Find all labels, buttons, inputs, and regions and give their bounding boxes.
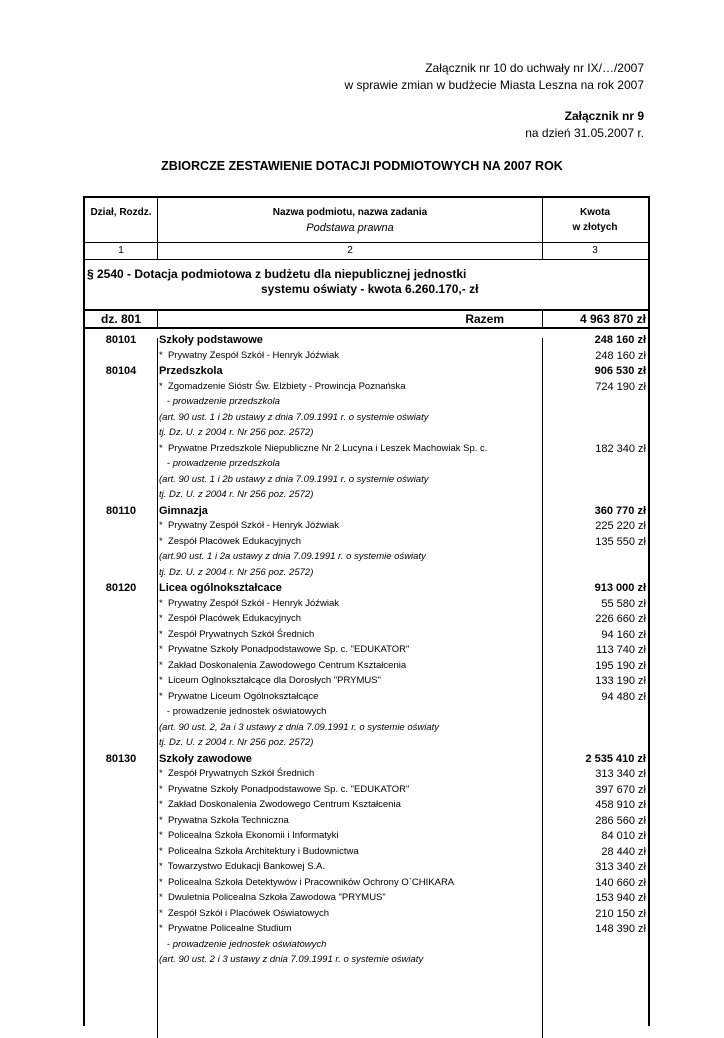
- table-row: [85, 350, 648, 366]
- entity-name: * Policealna Szkoła Architektury i Budownictwa: [159, 845, 359, 857]
- table-row: [85, 861, 648, 877]
- amount: 148 390 zł: [595, 923, 646, 935]
- amount: 113 740 zł: [596, 644, 646, 656]
- entity-name: * Policealna Szkoła Detektywów i Pracowników Ochrony O`CHIKARA: [159, 876, 455, 888]
- col2-header: Nazwa podmiotu, nazwa zadania: [272, 207, 428, 218]
- chapter-name: Szkoły podstawowe: [159, 334, 263, 346]
- chapter-code: 80101: [105, 334, 137, 346]
- table-row: [85, 567, 648, 583]
- col3-header: Kwota: [580, 207, 610, 218]
- amount: 153 940 zł: [595, 892, 646, 904]
- col1-header: Dział, Rozdz.: [90, 207, 152, 218]
- entity-name: * Prywatne Policealne Studium: [159, 923, 292, 934]
- chapter-code: 80104: [105, 365, 137, 377]
- table-row: [85, 489, 648, 505]
- entity-name: * Zespół Prywatnych Szkół Średnich: [159, 628, 315, 640]
- entity-name: * Prywatna Szkoła Techniczna: [159, 814, 289, 826]
- entity-name: * Towarzystwo Edukacji Bankowej S.A.: [159, 861, 326, 872]
- entity-name: (art. 90 ust. 1 i 2b ustawy z dnia 7.09.1991 r. o systemie oświaty: [159, 473, 429, 485]
- entity-name: * Prywatne Liceum Ogólnokształcące: [159, 690, 319, 702]
- table-row: [85, 396, 648, 412]
- entity-name: * Prywatne Przedszkole Niepubliczne Nr 2 Lucyna i Leszek Machowiak Sp. c.: [159, 442, 488, 454]
- chapter-row: [85, 753, 648, 769]
- page-title: ZBIORCZE ZESTAWIENIE DOTACJI PODMIOTOWYCH NA 2007 ROK: [161, 159, 563, 173]
- entity-name: - prowadzenie przedszkola: [159, 458, 280, 469]
- section-heading: § 2540 - Dotacja podmiotowa z budżetu dla niepublicznej jednostki: [87, 267, 467, 281]
- amount: 313 340 zł: [595, 768, 646, 780]
- amount: 286 560 zł: [595, 814, 646, 827]
- entity-name: * Zgomadzenie Sióstr Św. Elżbiety - Prowincja Poznańska: [159, 380, 406, 392]
- entity-name: * Zespół Placówek Edukacyjnych: [159, 535, 302, 547]
- chapter-row: [85, 365, 648, 381]
- table-row: [85, 660, 648, 676]
- table-row: [85, 799, 648, 815]
- entity-name: * Liceum Oglnokształcące dla Dorosłych "PRYMUS": [159, 675, 381, 686]
- amount: 28 440 zł: [601, 845, 646, 858]
- chapter-name: Gimnazja: [159, 504, 208, 517]
- amount: 210 150 zł: [595, 907, 646, 920]
- entity-name: tj. Dz. U. z 2004 r. Nr 256 poz. 2572): [159, 489, 314, 500]
- resolution-subject: w sprawie zmian w budżecie Miasta Leszna na rok 2007: [344, 78, 644, 92]
- amount: 906 530 zł: [594, 365, 646, 377]
- chapter-name: Szkoły zawodowe: [159, 752, 252, 765]
- table-row: [85, 381, 648, 397]
- entity-name: tj. Dz. U. z 2004 r. Nr 256 poz. 2572): [159, 427, 314, 438]
- table-row: [85, 613, 648, 629]
- col1-number: 1: [118, 245, 124, 256]
- amount: 84 010 zł: [601, 830, 646, 842]
- amount: 140 660 zł: [595, 876, 646, 889]
- division-label: dz. 801: [100, 312, 142, 326]
- amount: 226 660 zł: [595, 613, 646, 625]
- col3-subheader: w złotych: [572, 222, 618, 233]
- amount: 94 480 zł: [601, 690, 646, 703]
- table-row: [85, 737, 648, 753]
- col2-number: 2: [347, 245, 353, 256]
- col2-subheader: Podstawa prawna: [306, 222, 394, 234]
- entity-name: * Zakład Doskonalenia Zawodowego Centrum Kształcenia: [159, 659, 407, 671]
- amount: 458 910 zł: [595, 799, 646, 811]
- document-date: na dzień 31.05.2007 r.: [525, 126, 644, 140]
- table-row: [85, 551, 648, 567]
- table-row: [85, 598, 648, 614]
- amount: 55 580 zł: [601, 597, 646, 610]
- table-row: [85, 722, 648, 738]
- amount: 225 220 zł: [595, 520, 646, 532]
- entity-name: tj. Dz. U. z 2004 r. Nr 256 poz. 2572): [159, 566, 314, 578]
- section-heading-amount: systemu oświaty - kwota 6.260.170,- zł: [261, 282, 479, 296]
- entity-name: * Prywatne Szkoły Ponadpodstawowe Sp. c. "EDUKATOR": [159, 644, 410, 655]
- amount: 2 535 410 zł: [585, 752, 646, 765]
- entity-name: * Prywatny Zespół Szkół - Henryk Jóźwiak: [159, 349, 340, 361]
- table-row: [85, 877, 648, 893]
- table-row: [85, 629, 648, 645]
- chapter-row: [85, 582, 648, 598]
- chapter-row: [85, 505, 648, 521]
- table-row: [85, 954, 648, 970]
- entity-name: * Zakład Doskonalenia Zwodowego Centrum Kształcenia: [159, 799, 401, 810]
- total-value: 4 963 870 zł: [579, 312, 646, 326]
- table-row: [85, 892, 648, 908]
- table-row: [85, 443, 648, 459]
- table-row: [85, 908, 648, 924]
- chapter-code: 80120: [105, 582, 137, 594]
- attachment-ref: Załącznik nr 10 do uchwały nr IX/…/2007: [425, 61, 644, 75]
- entity-name: * Prywatne Szkoły Ponadpodstawowe Sp. c. "EDUKATOR": [159, 783, 410, 795]
- table-row: [85, 815, 648, 831]
- entity-name: * Dwuletnia Policealna Szkoła Zawodowa "PRYMUS": [159, 892, 386, 903]
- entity-name: - prowadzenie jednostek oświatowych: [159, 706, 327, 717]
- entity-name: - prowadzenie jednostek oświatowych: [159, 938, 327, 950]
- amount: 360 770 zł: [594, 504, 646, 517]
- entity-name: * Zespół Placówek Edukacyjnych: [159, 613, 302, 624]
- amount: 248 160 zł: [595, 349, 646, 362]
- chapter-code: 80110: [106, 504, 136, 517]
- amount: 133 190 zł: [595, 675, 646, 687]
- chapter-name: Przedszkola: [159, 365, 223, 377]
- amount: 313 340 zł: [595, 861, 646, 873]
- entity-name: (art. 90 ust. 2 i 3 ustawy z dnia 7.09.1991 r. o systemie oświaty: [159, 954, 424, 965]
- amount: 397 670 zł: [595, 783, 646, 796]
- entity-name: (art. 90 ust. 1 i 2b ustawy z dnia 7.09.1991 r. o systemie oświaty: [159, 411, 429, 423]
- entity-name: * Prywatny Zespół Szkół - Henryk Jóźwiak: [159, 520, 340, 531]
- table-row: [85, 474, 648, 490]
- col3-number: 3: [592, 245, 598, 256]
- table-row: [85, 768, 648, 784]
- total-label: Razem: [465, 312, 504, 326]
- table-row: [85, 846, 648, 862]
- entity-name: * Policealna Szkoła Ekonomii i Informatyki: [159, 830, 339, 841]
- entity-name: * Zespół Szkół i Placówek Oświatowych: [159, 907, 330, 919]
- table-row: [85, 923, 648, 939]
- subsidy-table: [83, 196, 650, 1026]
- table-row: [85, 536, 648, 552]
- table-row: [85, 675, 648, 691]
- table-row: [85, 691, 648, 707]
- table-row: [85, 706, 648, 722]
- amount: 195 190 zł: [595, 659, 646, 672]
- table-row: [85, 458, 648, 474]
- table-row: [85, 644, 648, 660]
- amount: 724 190 zł: [595, 380, 646, 393]
- amount: 248 160 zł: [594, 334, 646, 346]
- amount: 135 550 zł: [595, 535, 646, 548]
- attachment-number: Załącznik nr 9: [564, 109, 644, 123]
- amount: 94 160 zł: [601, 628, 646, 641]
- entity-name: * Prywatny Zespół Szkół - Henryk Jóźwiak: [159, 597, 340, 609]
- chapter-name: Licea ogólnokształcace: [159, 582, 282, 594]
- entity-name: * Zespół Prywatnych Szkół Średnich: [159, 768, 315, 779]
- table-row: [85, 939, 648, 955]
- table-row: [85, 830, 648, 846]
- entity-name: - prowadzenie przedszkola: [159, 396, 280, 407]
- table-row: [85, 520, 648, 536]
- chapter-row: [85, 334, 648, 350]
- entity-name: tj. Dz. U. z 2004 r. Nr 256 poz. 2572): [159, 737, 314, 748]
- table-row: [85, 412, 648, 428]
- table-row: [85, 427, 648, 443]
- entity-name: (art.90 ust. 1 i 2a ustawy z dnia 7.09.1991 r. o systemie oświaty: [159, 551, 426, 562]
- chapter-code: 80130: [105, 752, 137, 765]
- amount: 913 000 zł: [594, 582, 646, 594]
- amount: 182 340 zł: [595, 442, 646, 455]
- entity-name: (art. 90 ust. 2, 2a i 3 ustawy z dnia 7.09.1991 r. o systemie oświaty: [159, 721, 440, 733]
- table-row: [85, 784, 648, 800]
